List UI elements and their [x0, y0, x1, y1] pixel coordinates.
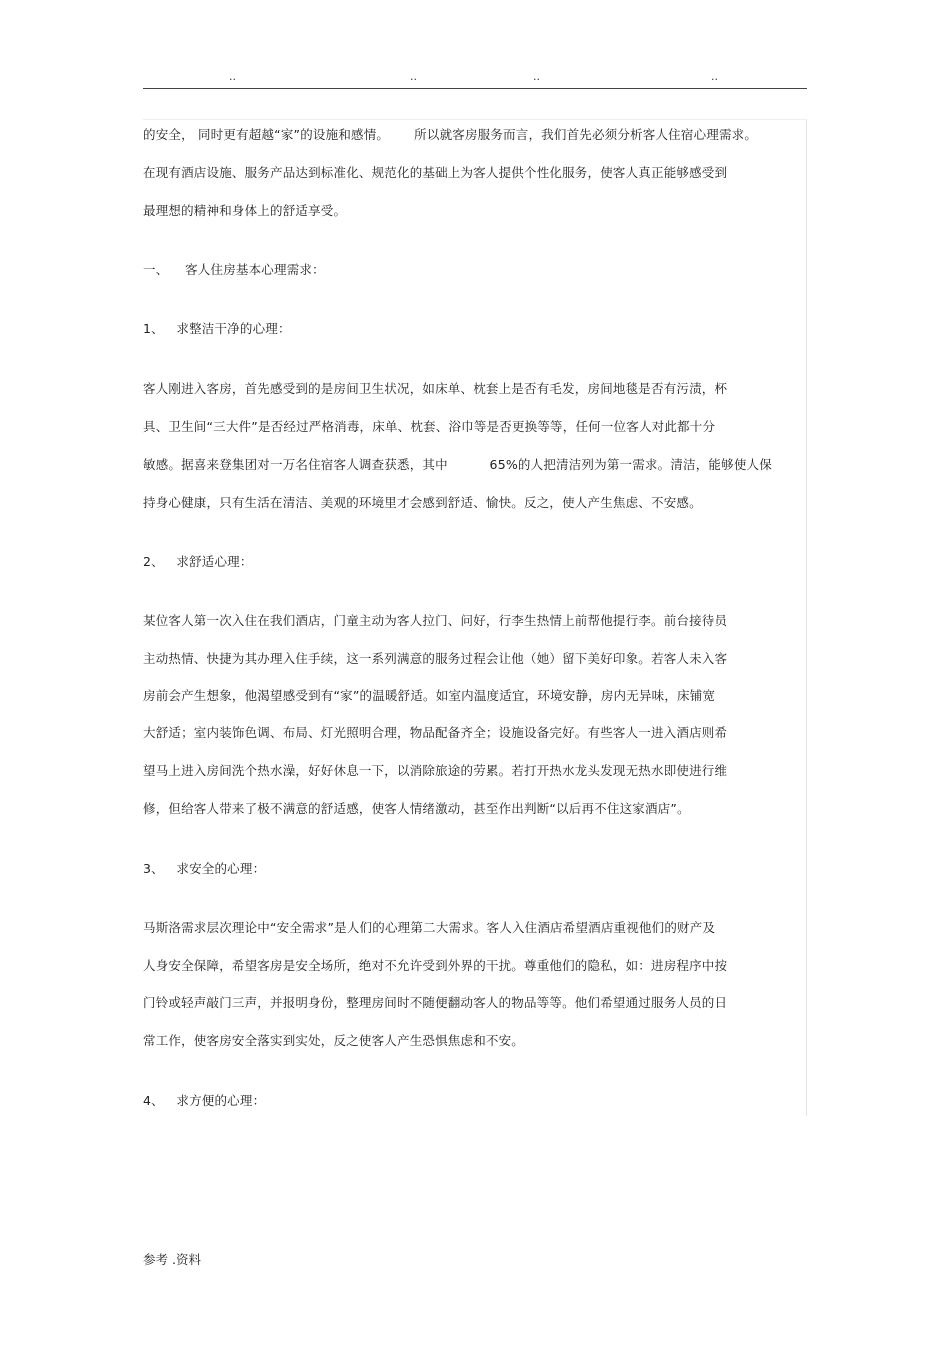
header-dot-3: .. [533, 70, 540, 83]
subsection-heading: 2、 求舒适心理： [143, 554, 253, 569]
paragraph-line: 敏感。据喜来登集团对一万名住宿客人调查获悉，其中 65%的人把清洁列为第一需求。清洁，能够使人保 [143, 457, 772, 472]
paragraph-line: 在现有酒店设施、服务产品达到标准化、规范化的基础上为客人提供个性化服务，使客人真正能够感受到 [143, 165, 728, 180]
subsection-heading: 4、 求方便的心理： [143, 1093, 266, 1108]
header-dot-4: .. [711, 70, 718, 83]
section-heading: 一、 客人住房基本心理需求： [143, 262, 325, 277]
paragraph-line: 客人刚进入客房，首先感受到的是房间卫生状况，如床单、枕套上是否有毛发，房间地毯是否有污渍，杯 [143, 381, 728, 396]
paragraph-line: 具、卫生间“三大件”是否经过严格消毒，床单、枕套、浴巾等是否更换等等，任何一位客人对此都十分 [143, 419, 716, 434]
paragraph-line: 大舒适；室内装饰色调、布局、灯光照明合理，物品配备齐全；设施设备完好。有些客人一进入酒店则希 [143, 725, 728, 740]
paragraph-line: 最理想的精神和身体上的舒适享受。 [143, 203, 347, 218]
paragraph-line: 房前会产生想象，他渴望感受到有“家”的温暖舒适。如室内温度适宜，环境安静，房内无异味，床铺宽 [143, 688, 716, 703]
paragraph-line: 门铃或轻声敲门三声，并报明身份，整理房间时不随便翻动客人的物品等等。他们希望通过服务人员的日 [143, 995, 728, 1010]
subsection-heading: 1、 求整洁干净的心理： [143, 321, 291, 336]
paragraph-line: 持身心健康，只有生活在清洁、美观的环境里才会感到舒适、愉快。反之，使人产生焦虑、不安感。 [143, 495, 702, 510]
paragraph-line: 修，但给客人带来了极不满意的舒适感，使客人情绪激动，甚至作出判断“以后再不住这家酒店”。 [143, 801, 690, 816]
paragraph-line: 望马上进入房间洗个热水澡，好好休息一下，以消除旅途的劳累。若打开热水龙头发现无热水即使进行维 [143, 763, 728, 778]
header-dot-1: .. [229, 70, 236, 83]
subsection-heading: 3、 求安全的心理： [143, 861, 266, 876]
paragraph-line: 马斯洛需求层次理论中“安全需求”是人们的心理第二大需求。客人入住酒店希望酒店重视他们的财产及 [143, 920, 716, 935]
paragraph-line: 人身安全保障，希望客房是安全场所，绝对不允许受到外界的干扰。尊重他们的隐私，如：进房程序中按 [143, 958, 728, 973]
header-rule [143, 88, 807, 89]
page-header [0, 70, 950, 86]
header-dot-2: .. [410, 70, 417, 83]
paragraph-line: 的安全， 同时更有超越“家”的设施和感情。 所以就客房服务而言，我们首先必须分析客人住宿心理需求。 [143, 127, 758, 142]
page-footer: 参考 .资料 [143, 1252, 201, 1267]
paragraph-line: 主动热情、快捷为其办理入住手续，这一系列满意的服务过程会让他（她）留下美好印象。若客人未入客 [143, 651, 728, 666]
paragraph-line: 某位客人第一次入住在我们酒店，门童主动为客人拉门、问好，行李生热情上前帮他提行李。前台接待员 [143, 613, 728, 628]
paragraph-line: 常工作，使客房安全落实到实处，反之使客人产生恐惧焦虑和不安。 [143, 1033, 525, 1048]
